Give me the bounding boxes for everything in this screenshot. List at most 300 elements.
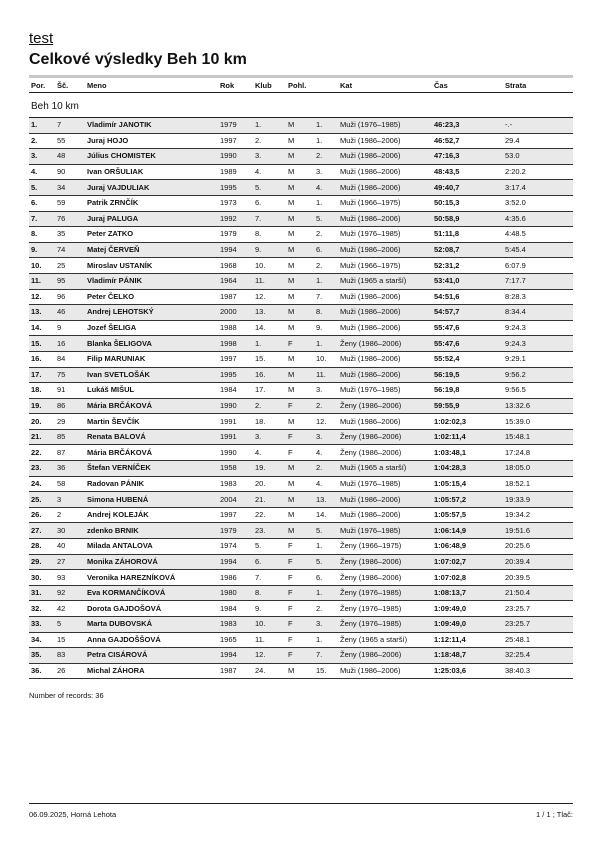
cell-bib: 7 [55,118,85,134]
cell-gender: M [286,289,314,305]
cell-loss: 20:39.5 [503,570,573,586]
cell-gender: F [286,539,314,555]
cell-rank: 9. [29,242,55,258]
cell-time: 52:08,7 [432,242,503,258]
table-row [29,118,573,134]
cell-overall-gender-rank: 5. [253,180,286,196]
cell-gender: M [286,523,314,539]
cell-time: 55:47,6 [432,336,503,352]
cell-category-rank: 3. [314,429,338,445]
cell-loss: 19:33.9 [503,492,573,508]
cell-year: 1991 [218,414,253,430]
cell-year: 1964 [218,273,253,289]
cell-loss: 4:48.5 [503,227,573,243]
cell-gender: M [286,180,314,196]
cell-time: 1:12:11,4 [432,632,503,648]
cell-category: Ženy (1986–2006) [338,445,432,461]
cell-category-rank: 5. [314,211,338,227]
cell-loss: 53.0 [503,149,573,165]
cell-category: Muži (1976–1985) [338,476,432,492]
cell-time: 53:41,0 [432,273,503,289]
cell-overall-gender-rank: 20. [253,476,286,492]
cell-year: 1979 [218,118,253,134]
cell-gender: M [286,211,314,227]
cell-bib: 95 [55,273,85,289]
cell-rank: 14. [29,320,55,336]
cell-category-rank: 5. [314,554,338,570]
cell-time: 50:15,3 [432,195,503,211]
table-row [29,273,573,289]
cell-overall-gender-rank: 11. [253,632,286,648]
cell-time: 1:05:57,5 [432,507,503,523]
cell-rank: 2. [29,133,55,149]
cell-bib: 9 [55,320,85,336]
cell-time: 1:06:48,9 [432,539,503,555]
cell-overall-gender-rank: 10. [253,617,286,633]
cell-rank: 7. [29,211,55,227]
cell-category: Ženy (1965 a starší) [338,632,432,648]
table-row [29,507,573,523]
cell-category-rank: 1. [314,195,338,211]
cell-category-rank: 11. [314,367,338,383]
cell-rank: 10. [29,258,55,274]
cell-time: 56:19,8 [432,383,503,399]
cell-time: 1:03:48,1 [432,445,503,461]
cell-overall-gender-rank: 11. [253,273,286,289]
cell-rank: 21. [29,429,55,445]
cell-gender: F [286,585,314,601]
cell-year: 1987 [218,663,253,679]
cell-bib: 2 [55,507,85,523]
cell-bib: 30 [55,523,85,539]
cell-name: Blanka ŠELIGOVA [85,336,218,352]
cell-overall-gender-rank: 6. [253,195,286,211]
cell-category: Muži (1986–2006) [338,149,432,165]
cell-bib: 36 [55,461,85,477]
cell-bib: 85 [55,429,85,445]
table-row [29,663,573,679]
cell-gender: F [286,445,314,461]
cell-bib: 5 [55,617,85,633]
cell-rank: 18. [29,383,55,399]
cell-overall-gender-rank: 8. [253,227,286,243]
cell-category: Muži (1986–2006) [338,180,432,196]
cell-bib: 90 [55,164,85,180]
cell-gender: M [286,195,314,211]
cell-overall-gender-rank: 4. [253,164,286,180]
cell-loss: -.- [503,118,573,134]
cell-loss: 8:28.3 [503,289,573,305]
cell-rank: 26. [29,507,55,523]
cell-time: 1:07:02,7 [432,554,503,570]
cell-year: 1990 [218,398,253,414]
cell-overall-gender-rank: 18. [253,414,286,430]
cell-bib: 59 [55,195,85,211]
cell-time: 1:02:02,3 [432,414,503,430]
cell-overall-gender-rank: 21. [253,492,286,508]
cell-rank: 5. [29,180,55,196]
cell-name: Vladimír JANOTIK [85,118,218,134]
cell-category: Muži (1986–2006) [338,305,432,321]
cell-category-rank: 1. [314,273,338,289]
cell-category-rank: 1. [314,632,338,648]
table-row [29,632,573,648]
cell-name: Vladimír PÁNIK [85,273,218,289]
cell-name: Matej ČERVEŇ [85,242,218,258]
page-title: Celkové výsledky Beh 10 km [29,51,247,68]
cell-year: 2000 [218,305,253,321]
cell-loss: 2:20.2 [503,164,573,180]
cell-rank: 23. [29,461,55,477]
table-row [29,351,573,367]
cell-rank: 31. [29,585,55,601]
table-row [29,585,573,601]
cell-category-rank: 1. [314,539,338,555]
cell-year: 1983 [218,617,253,633]
cell-time: 1:18:48,7 [432,648,503,664]
cell-loss: 9:24.3 [503,336,573,352]
cell-loss: 13:32.6 [503,398,573,414]
cell-category-rank: 7. [314,289,338,305]
cell-name: Július CHOMISTEK [85,149,218,165]
cell-category: Ženy (1966–1975) [338,539,432,555]
cell-time: 1:04:28,3 [432,461,503,477]
cell-bib: 76 [55,211,85,227]
cell-category-rank: 15. [314,663,338,679]
cell-overall-gender-rank: 17. [253,383,286,399]
cell-year: 1989 [218,164,253,180]
cell-bib: 27 [55,554,85,570]
col-header-meno: Meno [85,78,218,93]
table-row [29,211,573,227]
cell-overall-gender-rank: 15. [253,351,286,367]
col-header-sc: Šč. [55,78,85,93]
cell-rank: 34. [29,632,55,648]
table-row [29,554,573,570]
footer-page-info: 1 / 1 ; Tlač: [536,810,573,819]
cell-name: Peter ZATKO [85,227,218,243]
table-row [29,367,573,383]
cell-name: Martin ŠEVČÍK [85,414,218,430]
cell-bib: 34 [55,180,85,196]
cell-overall-gender-rank: 1. [253,336,286,352]
cell-category-rank: 2. [314,258,338,274]
cell-bib: 42 [55,601,85,617]
table-row [29,648,573,664]
cell-rank: 1. [29,118,55,134]
cell-gender: M [286,383,314,399]
cell-year: 1974 [218,539,253,555]
cell-bib: 46 [55,305,85,321]
cell-loss: 23:25.7 [503,601,573,617]
cell-category: Muži (1965 a starší) [338,461,432,477]
cell-overall-gender-rank: 12. [253,648,286,664]
cell-loss: 17:24.8 [503,445,573,461]
cell-year: 1980 [218,585,253,601]
cell-overall-gender-rank: 3. [253,149,286,165]
cell-loss: 38:40.3 [503,663,573,679]
cell-rank: 16. [29,351,55,367]
table-row [29,398,573,414]
cell-year: 1998 [218,336,253,352]
cell-gender: M [286,242,314,258]
cell-bib: 58 [55,476,85,492]
cell-year: 1979 [218,523,253,539]
cell-overall-gender-rank: 13. [253,305,286,321]
cell-loss: 4:35.6 [503,211,573,227]
cell-loss: 9:56.2 [503,367,573,383]
table-row [29,383,573,399]
cell-time: 1:02:11,4 [432,429,503,445]
cell-gender: M [286,507,314,523]
cell-overall-gender-rank: 2. [253,398,286,414]
cell-year: 1995 [218,180,253,196]
cell-category-rank: 1. [314,118,338,134]
table-row [29,461,573,477]
cell-time: 46:52,7 [432,133,503,149]
table-row [29,180,573,196]
cell-year: 1973 [218,195,253,211]
cell-rank: 17. [29,367,55,383]
cell-gender: M [286,663,314,679]
cell-category-rank: 9. [314,320,338,336]
cell-bib: 26 [55,663,85,679]
cell-year: 1968 [218,258,253,274]
cell-gender: M [286,476,314,492]
cell-rank: 19. [29,398,55,414]
cell-gender: F [286,554,314,570]
table-header-row [29,78,573,93]
cell-year: 1988 [218,320,253,336]
cell-category-rank: 4. [314,476,338,492]
cell-gender: F [286,429,314,445]
cell-rank: 15. [29,336,55,352]
cell-rank: 8. [29,227,55,243]
cell-category-rank: 2. [314,461,338,477]
table-row [29,164,573,180]
cell-name: zdenko BRNIK [85,523,218,539]
cell-category: Ženy (1986–2006) [338,648,432,664]
table-row [29,305,573,321]
cell-rank: 30. [29,570,55,586]
cell-category: Muži (1976–1985) [338,118,432,134]
cell-bib: 48 [55,149,85,165]
cell-time: 1:06:14,9 [432,523,503,539]
cell-rank: 11. [29,273,55,289]
cell-name: Radovan PÁNIK [85,476,218,492]
cell-time: 1:05:57,2 [432,492,503,508]
cell-category: Ženy (1986–2006) [338,429,432,445]
cell-category-rank: 13. [314,492,338,508]
cell-gender: M [286,164,314,180]
cell-loss: 6:07.9 [503,258,573,274]
cell-year: 1965 [218,632,253,648]
cell-rank: 27. [29,523,55,539]
cell-rank: 20. [29,414,55,430]
col-header-cas: Čas [432,78,503,93]
cell-name: Miroslav USTANÍK [85,258,218,274]
cell-time: 59:55,9 [432,398,503,414]
footer-date-location: 06.09.2025, Horná Lehota [29,810,117,819]
cell-gender: F [286,601,314,617]
cell-category-rank: 7. [314,648,338,664]
cell-time: 48:43,5 [432,164,503,180]
cell-rank: 35. [29,648,55,664]
cell-time: 54:51,6 [432,289,503,305]
table-row [29,227,573,243]
cell-name: Patrik ZRNČÍK [85,195,218,211]
cell-bib: 25 [55,258,85,274]
cell-loss: 19:51.6 [503,523,573,539]
cell-overall-gender-rank: 1. [253,118,286,134]
cell-year: 1958 [218,461,253,477]
cell-category-rank: 5. [314,523,338,539]
cell-year: 1994 [218,242,253,258]
cell-loss: 18:52.1 [503,476,573,492]
cell-loss: 15:48.1 [503,429,573,445]
cell-category-rank: 10. [314,351,338,367]
cell-loss: 7:17.7 [503,273,573,289]
cell-category: Muži (1966–1975) [338,258,432,274]
cell-year: 1983 [218,476,253,492]
cell-time: 1:09:49,0 [432,617,503,633]
cell-name: Juraj VAJDULIAK [85,180,218,196]
cell-gender: M [286,320,314,336]
cell-time: 1:08:13,7 [432,585,503,601]
cell-gender: M [286,351,314,367]
cell-rank: 12. [29,289,55,305]
cell-category-rank: 1. [314,585,338,601]
results-table [29,78,573,679]
cell-bib: 92 [55,585,85,601]
cell-category-rank: 4. [314,180,338,196]
cell-time: 1:25:03,6 [432,663,503,679]
cell-loss: 25:48.1 [503,632,573,648]
cell-category: Ženy (1976–1985) [338,585,432,601]
col-header-klub: Klub [253,78,286,93]
cell-year: 1997 [218,351,253,367]
cell-bib: 83 [55,648,85,664]
cell-gender: M [286,149,314,165]
cell-name: Jozef ŠELIGA [85,320,218,336]
cell-category: Ženy (1976–1985) [338,601,432,617]
cell-overall-gender-rank: 5. [253,539,286,555]
cell-category: Muži (1986–2006) [338,351,432,367]
cell-name: Lukáš MIŠUL [85,383,218,399]
cell-category: Muži (1976–1985) [338,523,432,539]
cell-bib: 35 [55,227,85,243]
cell-bib: 55 [55,133,85,149]
table-row [29,149,573,165]
cell-name: Peter ČELKO [85,289,218,305]
cell-category: Muži (1966–1975) [338,195,432,211]
cell-time: 52:31,2 [432,258,503,274]
cell-category-rank: 8. [314,305,338,321]
cell-loss: 3:17.4 [503,180,573,196]
cell-overall-gender-rank: 2. [253,133,286,149]
cell-loss: 9:29.1 [503,351,573,367]
cell-bib: 75 [55,367,85,383]
cell-loss: 3:52.0 [503,195,573,211]
cell-name: Ivan SVETLOŠÁK [85,367,218,383]
cell-gender: F [286,336,314,352]
cell-time: 55:52,4 [432,351,503,367]
cell-name: Štefan VERNÍČEK [85,461,218,477]
cell-bib: 40 [55,539,85,555]
cell-overall-gender-rank: 16. [253,367,286,383]
cell-category: Muži (1986–2006) [338,367,432,383]
cell-loss: 29.4 [503,133,573,149]
cell-gender: F [286,570,314,586]
cell-loss: 20:39.4 [503,554,573,570]
col-header-kat: Kat [338,78,432,93]
cell-overall-gender-rank: 7. [253,570,286,586]
cell-loss: 21:50.4 [503,585,573,601]
cell-bib: 3 [55,492,85,508]
cell-loss: 18:05.0 [503,461,573,477]
cell-time: 49:40,7 [432,180,503,196]
cell-gender: M [286,133,314,149]
cell-loss: 15:39.0 [503,414,573,430]
cell-category: Ženy (1986–2006) [338,570,432,586]
table-row [29,601,573,617]
cell-category-rank: 2. [314,601,338,617]
cell-name: Dorota GAJDOŠOVÁ [85,601,218,617]
cell-category: Muži (1986–2006) [338,211,432,227]
table-row [29,445,573,461]
cell-bib: 74 [55,242,85,258]
table-row [29,133,573,149]
cell-category-rank: 6. [314,242,338,258]
cell-overall-gender-rank: 19. [253,461,286,477]
cell-rank: 22. [29,445,55,461]
table-row [29,539,573,555]
results-document [29,30,573,700]
cell-gender: M [286,258,314,274]
cell-overall-gender-rank: 4. [253,445,286,461]
cell-rank: 28. [29,539,55,555]
cell-loss: 5:45.4 [503,242,573,258]
cell-bib: 86 [55,398,85,414]
cell-year: 1990 [218,445,253,461]
cell-year: 1997 [218,507,253,523]
cell-overall-gender-rank: 12. [253,289,286,305]
cell-time: 1:05:15,4 [432,476,503,492]
cell-name: Juraj HOJO [85,133,218,149]
cell-gender: M [286,273,314,289]
cell-loss: 32:25.4 [503,648,573,664]
cell-rank: 33. [29,617,55,633]
cell-year: 1979 [218,227,253,243]
cell-overall-gender-rank: 9. [253,242,286,258]
cell-category: Ženy (1986–2006) [338,336,432,352]
cell-loss: 8:34.4 [503,305,573,321]
cell-category-rank: 2. [314,149,338,165]
cell-category-rank: 3. [314,617,338,633]
table-row [29,570,573,586]
cell-year: 1995 [218,367,253,383]
cell-year: 1984 [218,601,253,617]
cell-bib: 84 [55,351,85,367]
cell-category-rank: 3. [314,164,338,180]
cell-time: 51:11,8 [432,227,503,243]
cell-name: Marta DUBOVSKÁ [85,617,218,633]
cell-gender: M [286,461,314,477]
cell-name: Andrej LEHOTSKÝ [85,305,218,321]
cell-category-rank: 1. [314,133,338,149]
col-header-pohl: Pohl. [286,78,338,93]
cell-rank: 25. [29,492,55,508]
